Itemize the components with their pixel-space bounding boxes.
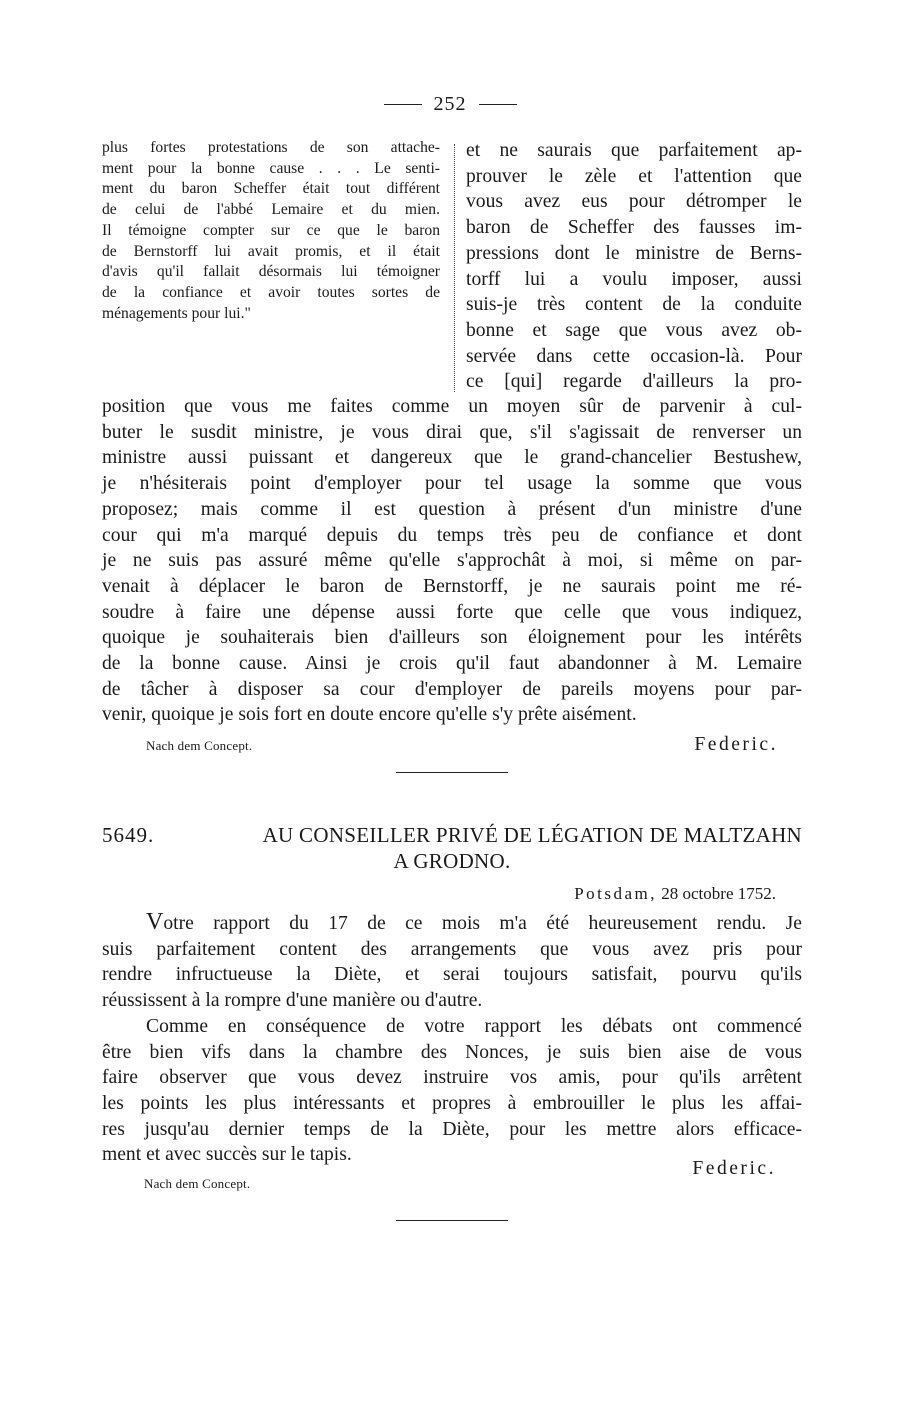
- text-line: baron de Scheffer des fausses im-: [466, 217, 802, 239]
- text-line: je ne suis pas assuré même qu'elle s'approchât à moi, si même on par-: [102, 550, 802, 572]
- text-line: vous avez eus pour détromper le: [466, 191, 802, 213]
- heading-line-2: A GRODNO.: [393, 849, 511, 873]
- text-line: de tâcher à disposer sa cour d'employer de pareils moyens pour par-: [102, 678, 802, 700]
- footnote-line: de celui de l'abbé Lemaire et du mien.: [102, 201, 440, 219]
- page-number-dash-right: [479, 104, 517, 105]
- footnote-line: de la confiance et avoir toutes sortes de: [102, 283, 440, 301]
- text-line: proposez; mais comme il est question à présent d'un ministre d'une: [102, 498, 802, 520]
- text-line: je n'hésiterais point d'employer pour tel usage la somme que vous: [102, 473, 802, 495]
- text-line: faire observer que vous devez instruire vos amis, pour qu'ils arrêtent: [102, 1067, 802, 1089]
- footnote-line: ment pour la bonne cause . . . Le senti-: [102, 159, 440, 177]
- text-line: ce [qui] regarde d'ailleurs la pro-: [466, 371, 802, 393]
- text-line: et ne saurais que parfaitement ap-: [466, 140, 802, 161]
- main-text-column: [466, 138, 802, 395]
- text-line: bonne et sage que vous avez ob-: [466, 319, 802, 341]
- paragraph-first-line: Comme en conséquence de votre rapport les débats ont commencé: [146, 1015, 802, 1037]
- date-text: 28 octobre 1752.: [661, 884, 776, 903]
- paragraph-first-line: [102, 910, 802, 937]
- source-note: Nach dem Concept.: [146, 738, 253, 753]
- text-line: position que vous me faites comme un moyen sûr de parvenir à cul-: [102, 396, 802, 417]
- text-line: torff lui a voulu imposer, aussi: [466, 268, 802, 290]
- initial-letter: V: [146, 909, 164, 935]
- footnote-line: plus fortes protestations de son attache-: [102, 139, 440, 156]
- text-line: pressions dont le ministre de Berns-: [466, 242, 802, 264]
- text-line: venait à déplacer le baron de Bernstorff, je ne saurais point me ré-: [102, 575, 802, 597]
- footnote-line: Il témoigne compter sur ce que le baron: [102, 221, 440, 239]
- text-line: ministre aussi puissant et dangereux que le grand-chancelier Bestushew,: [102, 447, 802, 469]
- signature: Federic.: [692, 1158, 776, 1179]
- page-number-header: [0, 88, 900, 120]
- footnote-line: ménagements pour lui.": [102, 304, 251, 322]
- dateline: [574, 884, 776, 904]
- heading-title: AU CONSEILLER PRIVÉ DE LÉGATION DE MALTZAHN: [262, 823, 802, 847]
- section-separator: [396, 1220, 508, 1221]
- text-line: réussissent à la rompre d'une manière ou d'autre.: [102, 990, 483, 1012]
- text-line: venir, quoique je sois fort en doute encore qu'elle s'y prête aisément.: [102, 704, 637, 726]
- column-divider: [454, 144, 455, 392]
- text-line: suis-je très content de la conduite: [466, 294, 802, 316]
- text-line: être bien vifs dans la chambre des Nonces, je suis bien aise de vous: [102, 1041, 802, 1063]
- text-line: rendre infructueuse la Diète, et serai toujours satisfait, pourvu qu'ils: [102, 964, 802, 986]
- footnote-line: d'avis qu'il fallait désormais lui témoigner: [102, 263, 440, 281]
- footnote-column: [102, 138, 440, 324]
- text-line: de la bonne cause. Ainsi je crois qu'il faut abandonner à M. Lemaire: [102, 653, 802, 675]
- letter-heading: [102, 822, 802, 874]
- text-line: quoique je souhaiterais bien d'ailleurs son éloignement pour les intérêts: [102, 627, 802, 649]
- previous-letter-body: [102, 394, 802, 728]
- page-number-dash-left: [384, 104, 422, 105]
- heading-line-1: [102, 822, 802, 848]
- text-line: soudre à faire une dépense aussi forte que celle que vous indiquez,: [102, 601, 802, 623]
- date-place: Potsdam,: [574, 884, 658, 903]
- text-line: servée dans cette occasion-là. Pour: [466, 345, 802, 367]
- section-separator: [396, 772, 508, 773]
- letter-body: [102, 910, 802, 1168]
- source-note: Nach dem Concept.: [144, 1176, 251, 1191]
- first-line-text: otre rapport du 17 de ce mois m'a été heureusement rendu. Je: [163, 913, 802, 934]
- text-line: buter le susdit ministre, je vous dirai que, s'il s'agissait de renverser un: [102, 421, 802, 443]
- footnote-line: ment du baron Scheffer était tout différent: [102, 180, 440, 198]
- page-number: 252: [433, 92, 467, 115]
- footnote-line: de Bernstorff lui avait promis, et il était: [102, 242, 440, 260]
- previous-letter-closing: [102, 734, 778, 760]
- text-line: les points les plus intéressants et propres à embrouiller le plus les affai-: [102, 1092, 802, 1114]
- text-line: suis parfaitement content des arrangements que vous avez pris pour: [102, 938, 802, 960]
- text-line: res jusqu'au dernier temps de la Diète, pour les mettre alors efficace-: [102, 1118, 802, 1140]
- signature: Federic.: [694, 734, 778, 755]
- text-line: ment et avec succès sur le tapis.: [102, 1144, 352, 1166]
- text-line: prouver le zèle et l'attention que: [466, 165, 802, 187]
- text-line: cour qui m'a marqué depuis du temps très peu de confiance et dont: [102, 524, 802, 546]
- letter-number: 5649.: [102, 823, 155, 847]
